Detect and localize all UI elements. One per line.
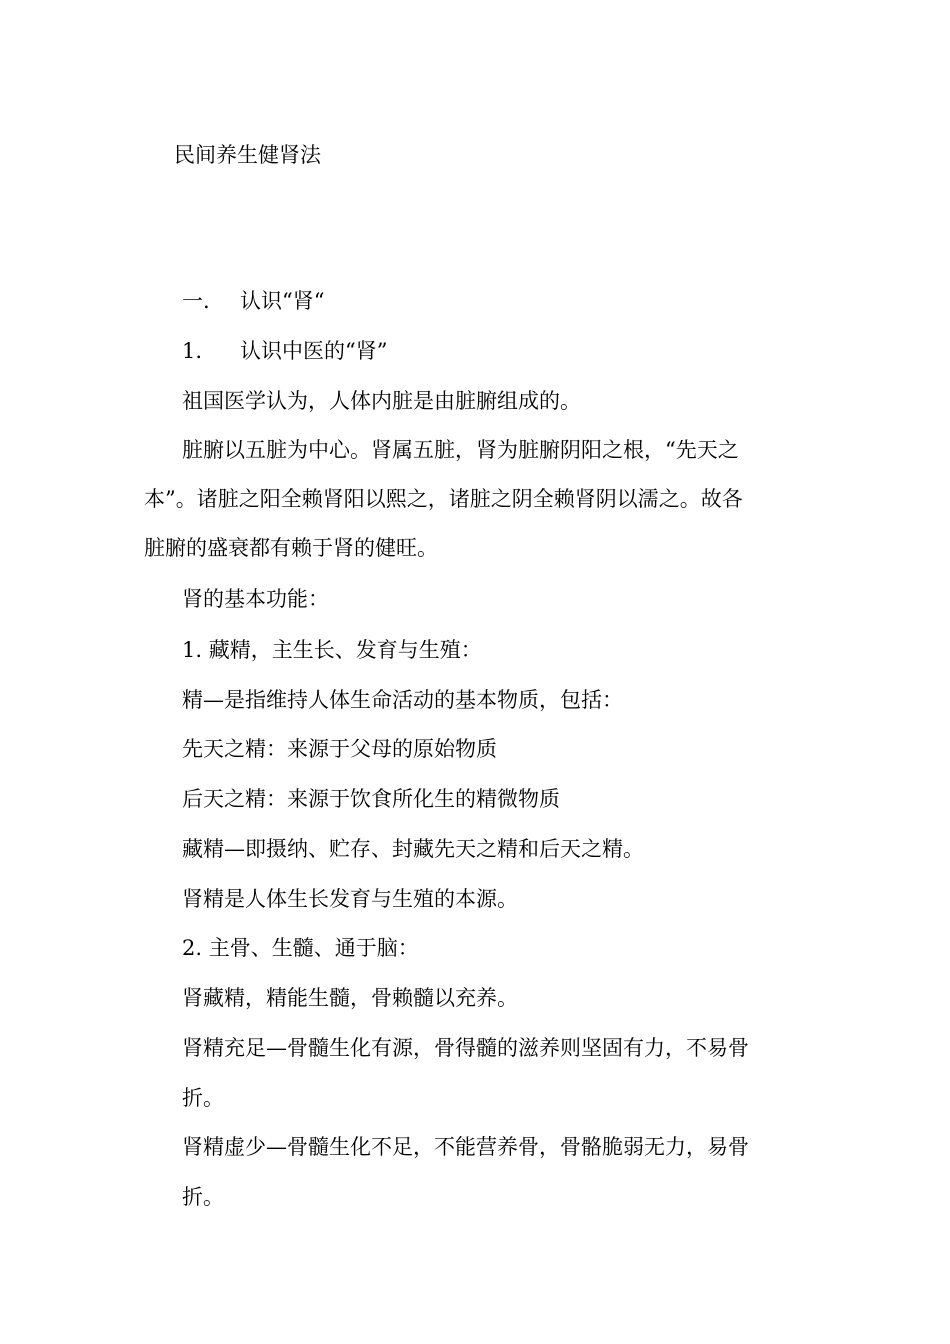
paragraph-line: 藏精—即摄纳、贮存、封藏先天之精和后天之精。	[182, 837, 644, 861]
paragraph-line: 折。	[182, 1185, 224, 1209]
subsection-heading	[182, 338, 387, 364]
paragraph-line: 肾藏精，精能生髓，骨赖髓以充养。	[182, 986, 518, 1010]
paragraph-line: 先天之精：来源于父母的原始物质	[182, 737, 497, 761]
section-text: 认识“肾“	[240, 289, 325, 313]
subsection-text: 认识中医的“肾”	[240, 339, 388, 363]
section-number: 一.	[182, 289, 210, 313]
section-heading	[182, 288, 324, 314]
paragraph-line: 1. 藏精，主生长、发育与生殖：	[182, 638, 482, 662]
paragraph-line: 肾精是人体生长发育与生殖的本源。	[182, 887, 518, 911]
paragraph-line: 祖国医学认为，人体内脏是由脏腑组成的。	[182, 389, 581, 413]
document-title: 民间养生健肾法	[174, 143, 321, 167]
paragraph-line: 肾的基本功能：	[182, 587, 329, 611]
paragraph-line: 精—是指维持人体生命活动的基本物质，包括：	[182, 688, 623, 712]
paragraph-line: 本”。诸脏之阳全赖肾阳以熙之，诸脏之阴全赖肾阴以濡之。故各	[144, 487, 743, 511]
paragraph-line: 折。	[182, 1086, 224, 1110]
subsection-number: 1.	[182, 339, 203, 363]
paragraph-line: 肾精虚少—骨髓生化不足，不能营养骨，骨骼脆弱无力，易骨	[182, 1135, 749, 1159]
paragraph-line: 后天之精：来源于饮食所化生的精微物质	[182, 787, 560, 811]
paragraph-line: 肾精充足—骨髓生化有源，骨得髓的滋养则坚固有力，不易骨	[182, 1036, 749, 1060]
paragraph-line: 脏腑的盛衰都有赖于肾的健旺。	[144, 536, 438, 560]
paragraph-line: 2. 主骨、生髓、通于脑：	[182, 936, 419, 960]
paragraph-line: 脏腑以五脏为中心。肾属五脏，肾为脏腑阴阳之根，“先天之	[182, 438, 739, 462]
